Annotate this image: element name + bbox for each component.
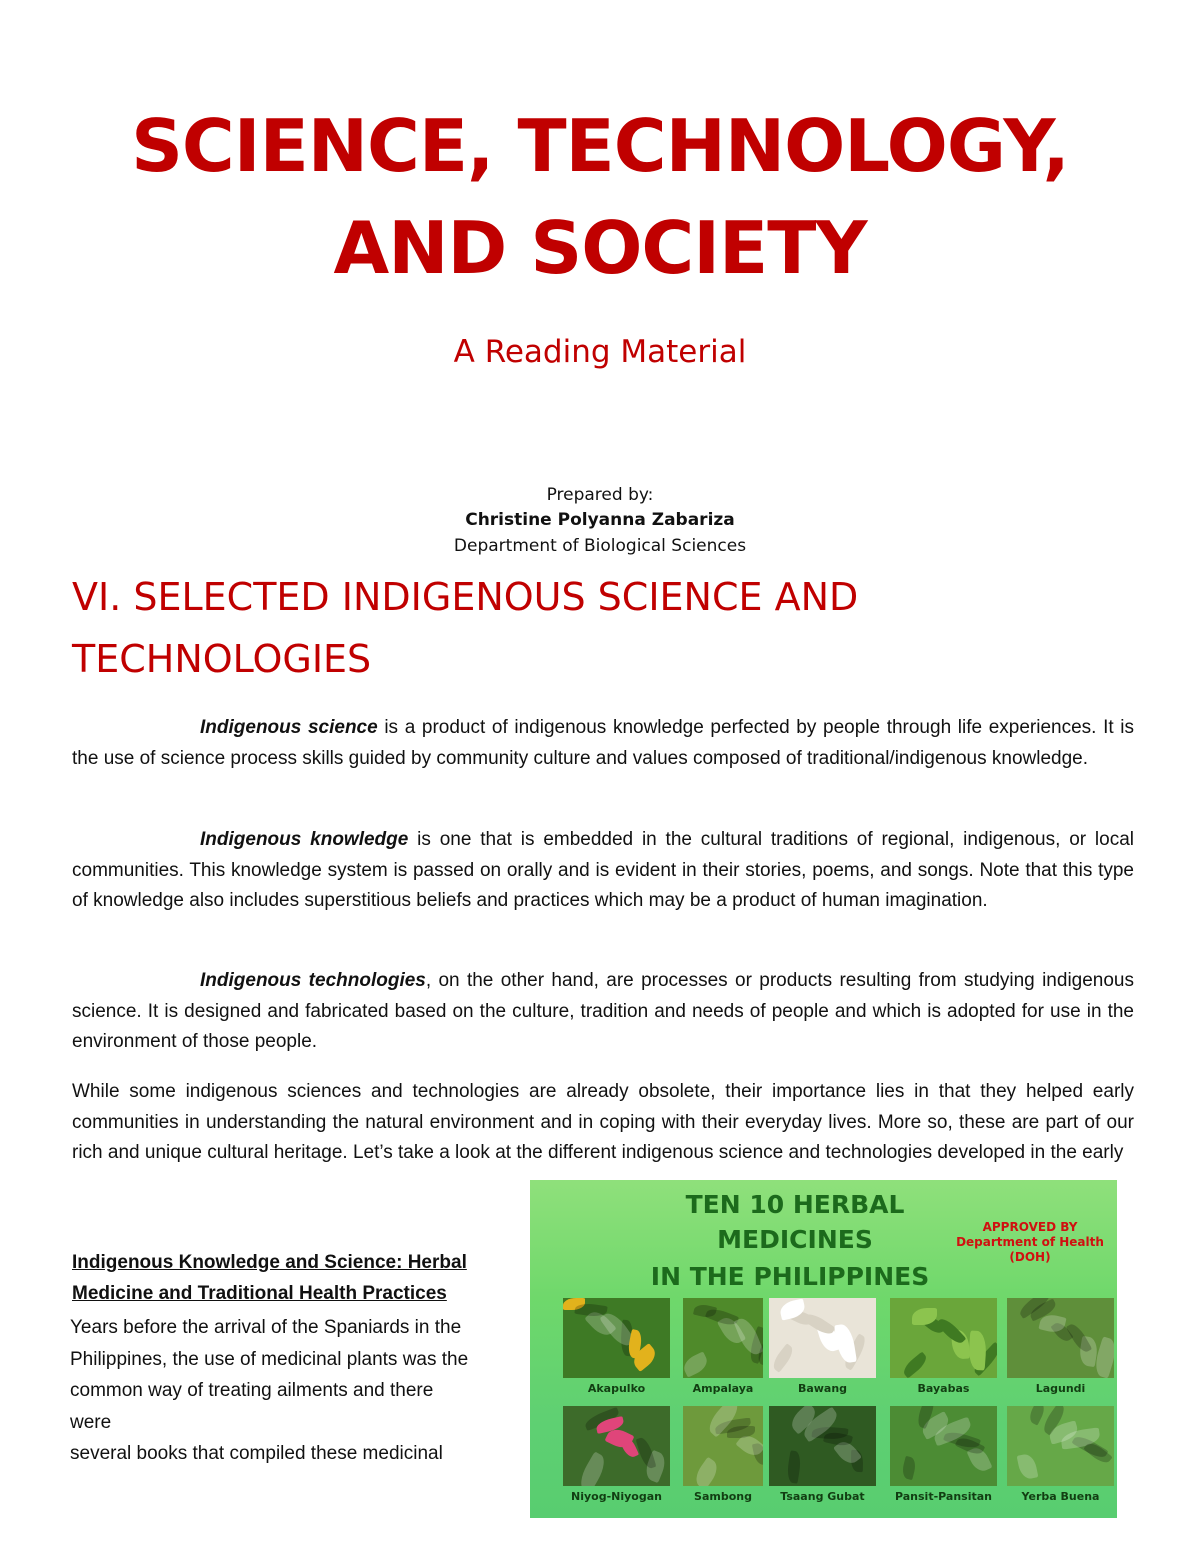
herbal-medicines-poster xyxy=(530,1180,1117,1518)
paragraph-text: is one that is embedded in the cultural traditions of regional, indigenous, or local communities. This knowledge system is passed on orally and is evident in their stories, poems, and songs. Note that this type of knowledge also includes superstitious beliefs and practices which may be a product of human imagination. xyxy=(72,829,1134,911)
leaf-shape xyxy=(683,1351,710,1377)
subsection-heading-line2: Medicine and Traditional Health Practices xyxy=(72,1283,447,1304)
leaf-shape xyxy=(1017,1453,1039,1481)
plant-card xyxy=(1007,1406,1114,1508)
plant-name: Sambong xyxy=(694,1490,752,1503)
body-line: were xyxy=(70,1411,112,1433)
plant-card xyxy=(890,1298,997,1400)
plant-name: Bawang xyxy=(797,1382,848,1395)
approved-by-badge xyxy=(950,1220,1110,1265)
body-line: common way of treating ailments and there xyxy=(70,1380,434,1401)
prepared-by-label: Prepared by: xyxy=(546,485,654,505)
body-line: Philippines, the use of medicinal plants was the xyxy=(70,1348,469,1370)
body-line: several books that compiled these medicinal xyxy=(70,1443,443,1464)
plant-card xyxy=(1007,1298,1114,1400)
document-subtitle: A Reading Material xyxy=(453,334,747,370)
paragraph-text: is a product of indigenous knowledge perfected by people through life experiences. It is the use of science process skills guided by community culture and values composed of traditional/indigenous knowledge. xyxy=(72,717,1134,769)
plant-card xyxy=(683,1406,763,1508)
plant-card xyxy=(683,1298,763,1400)
plant-photo xyxy=(890,1298,997,1378)
plant-name: Pansit-Pansitan xyxy=(894,1490,992,1503)
plant-card xyxy=(563,1298,670,1400)
plant-card xyxy=(563,1406,670,1508)
plant-photo xyxy=(563,1298,670,1378)
plant-card xyxy=(890,1406,997,1508)
plant-name: Tsaang Gubat xyxy=(780,1490,865,1503)
section-title-line2: TECHNOLOGIES xyxy=(72,637,372,681)
section-title-line1: VI. SELECTED INDIGENOUS SCIENCE AND xyxy=(72,575,859,619)
poster-title-line3: IN THE PHILIPPINES xyxy=(650,1262,930,1291)
plant-card xyxy=(769,1406,876,1508)
subsection-body xyxy=(70,1312,530,1470)
plant-photo xyxy=(769,1406,876,1486)
paragraph-indigenous-science xyxy=(72,713,1134,774)
approved-line2: Department of Health xyxy=(956,1235,1104,1249)
body-line: Years before the arrival of the Spaniards in the xyxy=(70,1317,462,1338)
poster-title-line2: MEDICINES xyxy=(717,1225,873,1254)
leaf-shape xyxy=(691,1457,722,1486)
paragraph-text: , on the other hand, are processes or products resulting from studying indigenous science. It is designed and fabricated based on the culture, tradition and needs of people and which is adopted for use in the environment of those people. xyxy=(72,970,1134,1052)
paragraph-importance: While some indigenous sciences and technologies are already obsolete, their importance lies in that they helped early communities in understanding the natural environment and in coping with their everyday lives. More so, these are part of our rich and unique cultural heritage. Let’s take a look at the different indigenous science and technologies developed in the early xyxy=(72,1081,1134,1163)
subsection-heading xyxy=(72,1247,512,1309)
section-title xyxy=(72,566,1152,690)
term-indigenous-technologies: Indigenous technologies xyxy=(200,970,426,991)
plant-name: Ampalaya xyxy=(692,1382,754,1395)
plant-photo xyxy=(563,1406,670,1486)
term-indigenous-science: Indigenous science xyxy=(200,717,378,738)
plant-photo xyxy=(890,1406,997,1486)
paragraph-indigenous-technologies xyxy=(72,966,1134,1058)
leaf-shape xyxy=(900,1352,929,1378)
plant-name: Yerba Buena xyxy=(1021,1490,1100,1503)
plant-photo xyxy=(1007,1406,1114,1486)
department-name: Department of Biological Sciences xyxy=(453,536,747,556)
leaf-shape xyxy=(786,1450,803,1483)
plant-photo xyxy=(1007,1298,1114,1378)
leaf-shape xyxy=(834,1323,857,1364)
plant-name: Bayabas xyxy=(917,1382,970,1395)
author-name: Christine Polyanna Zabariza xyxy=(465,510,735,530)
leaf-shape xyxy=(1083,1440,1112,1467)
leaf-shape xyxy=(968,1330,988,1370)
leaf-shape xyxy=(575,1451,609,1486)
approved-line1: APPROVED BY xyxy=(982,1220,1078,1234)
document-title-line2: AND SOCIETY xyxy=(333,206,867,290)
leaf-shape xyxy=(901,1456,918,1480)
paragraph-indigenous-knowledge xyxy=(72,825,1134,917)
document-title-line1: SCIENCE, TECHNOLOGY, xyxy=(131,104,1069,188)
plant-card xyxy=(769,1298,876,1400)
poster-title-line1: TEN 10 HERBAL xyxy=(685,1190,905,1219)
term-indigenous-knowledge: Indigenous knowledge xyxy=(200,829,409,850)
plant-photo xyxy=(683,1406,763,1486)
plant-name: Lagundi xyxy=(1035,1382,1086,1395)
approved-line3: (DOH) xyxy=(1009,1250,1051,1264)
plant-name: Niyog-Niyogan xyxy=(571,1490,662,1503)
subsection-heading-line1: Indigenous Knowledge and Science: Herbal xyxy=(72,1252,467,1273)
leaf-shape xyxy=(770,1343,797,1372)
plant-photo xyxy=(683,1298,763,1378)
plant-name: Akapulko xyxy=(587,1382,646,1395)
plant-photo xyxy=(769,1298,876,1378)
